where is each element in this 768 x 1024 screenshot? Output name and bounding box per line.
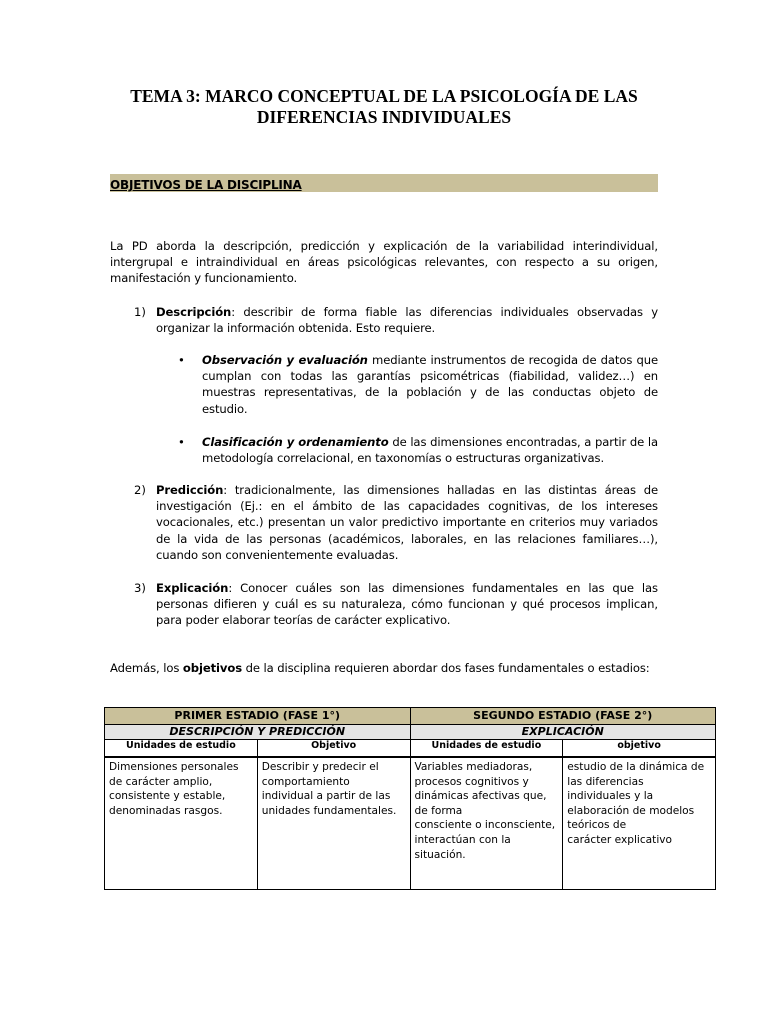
cell-line: estudio de la dinámica de — [567, 761, 705, 773]
closing-text-end: de la disciplina requieren abordar dos fases fundamentales o estadios: — [242, 661, 650, 675]
list-item-text — [156, 580, 658, 629]
cell-line: individual a partir de las — [261, 790, 391, 803]
closing-text-bold: objetivos — [182, 661, 243, 675]
bullet-body: mediante instrumentos de recogida de datos que cumplan con todas las garantías psicométricas (fiabilidad, validez…) en muestras representativas, de la población y de las conductas objeto de estudio. — [202, 353, 658, 416]
cell-line: elaboración de modelos — [567, 804, 695, 817]
phase2-title: SEGUNDO ESTADIO (FASE 2°) — [410, 708, 716, 725]
bullet-text — [202, 352, 658, 417]
list-number: 3) — [134, 581, 146, 595]
column-header: Unidades de estudio — [410, 740, 563, 757]
section-heading-bar — [110, 174, 658, 192]
cell-line: dinámicas afectivas que, — [414, 790, 547, 803]
column-header: Objetivo — [257, 740, 410, 757]
column-header: objetivo — [563, 740, 716, 757]
bullet-icon: • — [178, 353, 185, 367]
cell-line: Dimensiones personales — [109, 761, 239, 773]
intro-paragraph: La PD aborda la descripción, predicción y explicación de la variabilidad interindividual, intergrupal e intraindividual en áreas psicológicas relevantes, con respecto a su origen, manifestación y funcionamiento. — [110, 239, 658, 286]
phase1-title: PRIMER ESTADIO (FASE 1°) — [105, 708, 411, 725]
table-row — [105, 757, 716, 890]
list-item-text — [156, 482, 658, 563]
bullet-body: de las dimensiones encontradas, a partir de la metodología correlacional, en taxonomías o estructuras organizativas. — [202, 435, 658, 466]
cell-line: procesos cognitivos y — [414, 775, 529, 788]
list-item-body: : describir de forma fiable las diferencias individuales observadas y organizar la información obtenida. Esto requiere. — [156, 305, 658, 336]
bullet-term: Observación y evaluación — [202, 353, 368, 367]
table-cell — [105, 757, 258, 890]
table-cell — [563, 757, 716, 890]
bullet-term: Clasificación y ordenamiento — [202, 435, 389, 449]
bullet-icon: • — [178, 435, 185, 449]
title-line-2: DIFERENCIAS INDIVIDUALES — [256, 107, 512, 127]
cell-line: las diferencias — [567, 775, 644, 788]
cell-line: Variables mediadoras, — [414, 761, 533, 773]
cell-line: individuales y la — [567, 790, 654, 803]
cell-line: unidades fundamentales. — [261, 804, 397, 817]
cell-line: de forma — [414, 804, 463, 817]
cell-line: consistente y estable, — [109, 790, 226, 803]
section-heading: OBJETIVOS DE LA DISCIPLINA — [110, 178, 302, 192]
phase1-subtitle: DESCRIPCIÓN Y PREDICCIÓN — [105, 725, 411, 740]
cell-line: Describir y predecir el — [261, 761, 379, 773]
document-title — [100, 86, 668, 128]
phase2-subtitle: EXPLICACIÓN — [410, 725, 716, 740]
cell-line: de carácter amplio, — [109, 775, 213, 788]
table-column-headers — [105, 740, 716, 757]
list-item-text — [156, 304, 658, 336]
cell-line: teóricos de — [567, 819, 627, 832]
cell-line: denominadas rasgos. — [109, 804, 223, 817]
phases-table — [104, 707, 716, 890]
title-line-1: TEMA 3: MARCO CONCEPTUAL DE LA PSICOLOGÍA DE LAS — [130, 86, 638, 106]
cell-line: situación. — [414, 848, 466, 861]
bullet-text — [202, 434, 658, 466]
table-cell — [410, 757, 563, 890]
list-item-term: Predicción — [156, 483, 224, 497]
closing-text-start: Además, los — [110, 661, 183, 675]
cell-line: comportamiento — [261, 775, 350, 788]
closing-paragraph — [110, 660, 658, 676]
column-header: Unidades de estudio — [105, 740, 258, 757]
cell-line: consciente o inconsciente, — [414, 819, 556, 832]
list-item-body: : Conocer cuáles son las dimensiones fundamentales en las que las personas difieren y cuál es su naturaleza, cómo funcionan y qué procesos implican, para poder elaborar teorías de carácter explicativo. — [156, 581, 658, 628]
table-cell — [257, 757, 410, 890]
list-item-term: Explicación — [156, 581, 229, 595]
list-number: 1) — [134, 305, 146, 319]
cell-line: carácter explicativo — [567, 833, 673, 846]
cell-line: interactúan con la — [414, 833, 511, 846]
list-item-term: Descripción — [156, 305, 232, 319]
list-item-body: : tradicionalmente, las dimensiones halladas en las distintas áreas de investigación (Ej.: en el ámbito de las capacidades cognitivas, de los intereses vocacionales, etc.) presentan un valor predictivo importante en criterios muy variados de la vida de las personas (académicos, laborales, en las relaciones familiares…), cuando son convenientemente evaluadas. — [156, 483, 658, 562]
list-number: 2) — [134, 483, 146, 497]
table-subheader-row — [105, 725, 716, 740]
table-header-row — [105, 708, 716, 725]
